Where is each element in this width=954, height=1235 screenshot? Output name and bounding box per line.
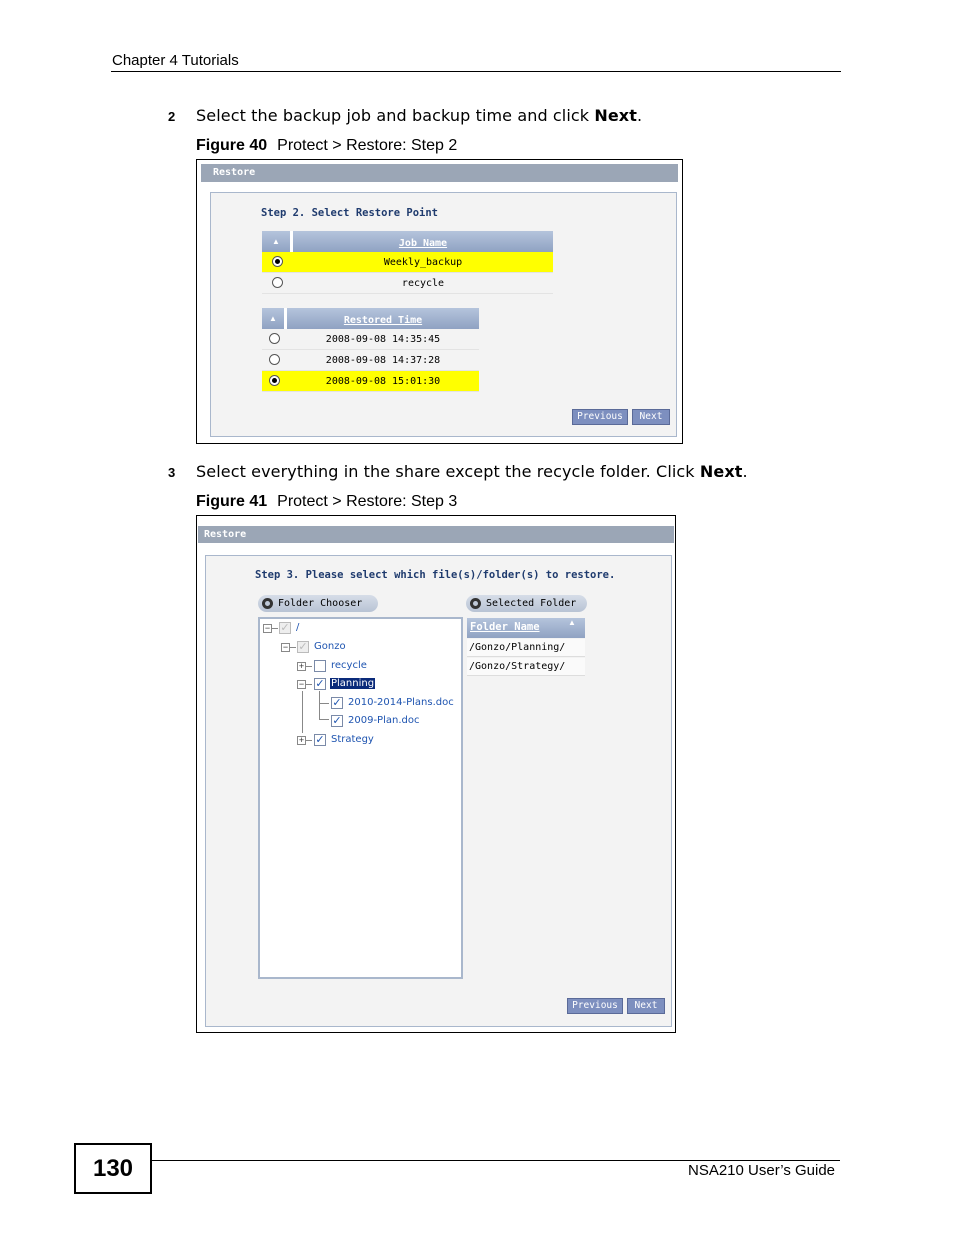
restore-step3-dialog <box>196 515 676 1033</box>
restored-time-header-label[interactable]: Restored Time <box>343 314 423 326</box>
step-title: Step 3. Please select which file(s)/folder(s) to restore. <box>255 569 616 581</box>
time-row[interactable] <box>262 329 479 350</box>
previous-button[interactable]: Previous <box>567 998 623 1014</box>
dialog-content <box>205 555 672 1027</box>
job-sort-icon[interactable]: ▲ <box>262 231 293 252</box>
tree-connector <box>319 703 329 704</box>
gonzo-checkbox[interactable]: ✓ <box>298 641 308 653</box>
figure-41-label: Figure 41 <box>196 493 268 510</box>
time-radio[interactable] <box>269 375 280 386</box>
time-sort-icon[interactable]: ▲ <box>262 308 287 329</box>
planning-checkbox[interactable]: ✓ <box>315 678 325 690</box>
figure-40-title: Protect > Restore: Step 2 <box>277 137 458 154</box>
collapse-root-icon[interactable]: − <box>264 623 271 633</box>
job-row[interactable] <box>262 273 553 294</box>
step-3-number: 3 <box>168 465 176 480</box>
tree-node-file2[interactable]: 2009-Plan.doc <box>348 715 420 726</box>
job-radio-weekly[interactable] <box>272 256 283 267</box>
expand-recycle-icon[interactable]: + <box>298 661 305 671</box>
step-title: Step 2. Select Restore Point <box>261 207 439 219</box>
restored-time: 2008-09-08 15:01:30 <box>287 371 479 392</box>
collapse-planning-icon[interactable]: − <box>298 679 305 689</box>
step-2-post: . <box>636 106 643 125</box>
time-table <box>262 308 479 392</box>
figure-40-caption <box>196 137 457 155</box>
tree-node-recycle[interactable]: recycle <box>331 660 367 671</box>
recycle-checkbox[interactable] <box>314 660 326 672</box>
dialog-titlebar: Restore <box>201 164 678 182</box>
folder-chooser-tab[interactable] <box>258 595 378 612</box>
planning-label: Planning <box>331 678 375 689</box>
tree-node-strategy[interactable]: Strategy <box>331 734 374 745</box>
folder-chooser-label: Folder Chooser <box>278 598 363 609</box>
job-radio-recycle[interactable] <box>272 277 283 288</box>
tree-connector <box>319 719 329 720</box>
time-row[interactable] <box>262 371 479 392</box>
figure-40-label: Figure 40 <box>196 137 268 154</box>
expand-strategy-icon[interactable]: + <box>298 735 305 745</box>
tree-node-planning[interactable] <box>330 676 375 691</box>
job-name-header[interactable] <box>293 231 553 252</box>
tree-node-file1[interactable]: 2010-2014-Plans.doc <box>348 697 454 708</box>
tree-connector <box>302 691 303 733</box>
tree-node-root[interactable]: / <box>296 622 300 633</box>
selected-folder-label: Selected Folder <box>486 598 577 609</box>
job-name-header-label[interactable]: Job Name <box>398 237 448 249</box>
tree-node-gonzo[interactable]: Gonzo <box>314 641 346 652</box>
next-button[interactable]: Next <box>632 409 670 425</box>
folder-name-header-label[interactable]: Folder Name <box>470 621 540 633</box>
previous-button[interactable]: Previous <box>572 409 628 425</box>
file2-checkbox[interactable]: ✓ <box>332 715 342 727</box>
figure-41-caption <box>196 493 457 511</box>
step-2-text: Select the backup job and backup time and click <box>196 106 595 125</box>
step-3-instruction <box>196 462 748 481</box>
step-3-post: . <box>742 462 748 481</box>
chapter-header: Chapter 4 Tutorials <box>112 52 239 69</box>
folder-tree[interactable] <box>258 617 463 979</box>
next-button[interactable]: Next <box>627 998 665 1014</box>
time-row[interactable] <box>262 350 479 371</box>
collapse-gonzo-icon[interactable]: − <box>282 642 289 652</box>
job-name: recycle <box>293 273 553 294</box>
strategy-checkbox[interactable]: ✓ <box>315 734 325 746</box>
footer-rule <box>152 1160 840 1161</box>
root-checkbox[interactable]: ✓ <box>280 622 290 634</box>
step-2-number: 2 <box>168 109 176 124</box>
selected-folder-tab[interactable] <box>466 595 587 612</box>
tree-connector <box>306 684 312 685</box>
folder-chooser-icon <box>262 598 273 609</box>
step-3-bold: Next <box>699 462 743 481</box>
file1-checkbox[interactable]: ✓ <box>332 697 342 709</box>
guide-title: NSA210 User’s Guide <box>688 1162 836 1179</box>
restored-time-header[interactable] <box>287 308 479 329</box>
header-rule <box>111 71 841 72</box>
step-2-bold: Next <box>594 106 637 125</box>
restored-time: 2008-09-08 14:35:45 <box>287 329 479 350</box>
time-radio[interactable] <box>269 333 280 344</box>
selected-folder-icon <box>470 598 481 609</box>
dialog-content <box>210 192 677 437</box>
folder-sort-icon[interactable]: ▲ <box>568 618 576 627</box>
step-3-text: Select everything in the share except the recycle folder. Click <box>196 462 700 481</box>
job-row[interactable] <box>262 252 553 273</box>
selected-folder-row[interactable]: /Gonzo/Planning/ <box>467 639 585 657</box>
tree-connector <box>306 740 312 741</box>
page-number: 130 <box>74 1143 152 1194</box>
tree-connector <box>306 666 312 667</box>
tree-connector <box>272 628 278 629</box>
tree-connector <box>319 691 320 719</box>
job-table <box>262 231 553 294</box>
selected-folder-row[interactable]: /Gonzo/Strategy/ <box>467 658 585 676</box>
restore-step2-dialog <box>196 159 683 444</box>
figure-41-title: Protect > Restore: Step 3 <box>277 493 458 510</box>
restored-time: 2008-09-08 14:37:28 <box>287 350 479 371</box>
tree-connector <box>290 647 296 648</box>
dialog-titlebar: Restore <box>198 526 674 543</box>
time-radio[interactable] <box>269 354 280 365</box>
job-name: Weekly_backup <box>293 252 553 273</box>
step-2-instruction <box>196 106 642 125</box>
